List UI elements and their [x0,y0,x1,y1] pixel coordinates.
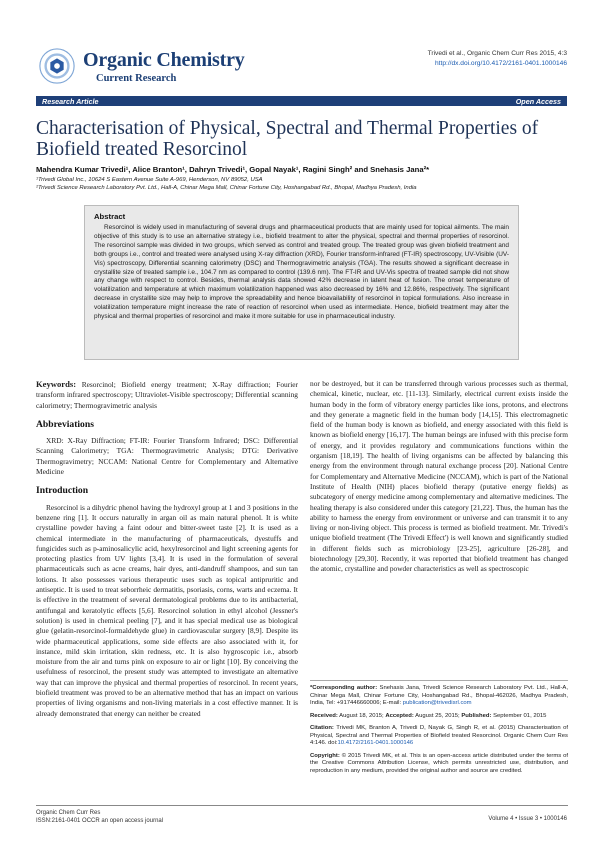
footer-issn: ISSN:2161-0401 OCCR an open access journal [36,818,164,825]
footer-divider [36,805,568,806]
keywords [36,379,298,411]
footnote-divider [310,680,568,681]
header-citation: Trivedi et al., Organic Chem Curr Res 2015, 4:3 [427,50,567,57]
article-footnotes [310,685,568,780]
copyright-label: Copyright: [310,752,340,759]
abstract-heading: Abstract [94,212,126,221]
footer-journal: Organic Chem Curr Res [36,810,101,816]
right-column-body: nor be destroyed, but it can be transferred through various processes such as thermal, chemical, kinetic, nuclear, etc. [11-13]. Similarly, electrical current exists inside the human body in the form of vibratory energy particles like ions, protons, and electrons and they generate a magnetic field in the human body [14,15]. This electromagnetic field of the human body is known as biofield, and energy associated with this field is known as biofield energy [16,17]. The human beings are infused with this precise form of energy, and it provides regulatory and communications functions within the organism [18,19]. The health of living organisms can be affected by balancing this energy from the environment through natural exchange process [20]. National Centre for Complementary and Alternative Medicine (NCCAM), which is part of the National Institute of Health (NIH) places biofield therapy (putative energy fields) as subcategory of energy medicine among complementary and alternative medicines. The healing therapy is also considered under this category [21,22]. Thus, the human has the ability to harness the energy from environment or universe and can transmit it to any living or non-living object. This process is termed as biofield treatment. Mr. Trivedi's unique biofield treatment (The Trivedi Effect') is well known and significantly studied in different fields such as microbiology [23-25], agriculture [26-28], and biotechnology [29,30]. Recently, it was reported that biofield treatment has changed the atomic, crystalline and powder characteristics as well as spectroscopic [310,379,568,574]
article-type-label: Research Article [42,97,99,106]
accepted-date: August 25, 2015; [415,712,460,719]
published-label: Published: [461,712,492,719]
copyright-text: © 2015 Trivedi MK, et al. This is an open-access article distributed under the terms of the Creative Commons Attribution License, which permits unrestricted use, distribution, and reproduction in any medium, provided the original author and source are credited. [310,752,569,774]
affiliation-2: ²Trivedi Science Research Laboratory Pvt. Ltd., Hall-A, Chinar Mega Mall, Chinar Fortune City, Hoshangabad Rd., Bhopal, Madhya Pradesh, India [36,185,417,191]
article-type-bar [36,96,567,106]
footer-left [36,809,163,826]
corresponding-text: Snehasis Jana, Trivedi Science Research Laboratory Pvt. Ltd., Hall-A, Chinar Mega Mall, Chinar Fortune City, Hoshangabad Rd., Bhopal-462026, Madhya Pradesh, India, Tel: +917446660006; E-mail: [310,685,568,706]
keywords-label: Keywords: [36,379,77,389]
footer-volume: Volume 4 • Issue 3 • 1000146 [488,816,567,822]
abstract-box [84,205,519,360]
received-date: August 18, 2015; [339,712,384,719]
citation-doi-link[interactable]: 10.4172/2161-0401.1000146 [337,740,414,746]
abstract-text: Resorcinol is widely used in manufacturing of several drugs and pharmaceutical products that are mainly used for topical ailments. The main objective of this study is to use an alternative strategy i.e., biofield treatment to alter the physical, spectral and thermal properties of resorcinol. The resorcinol sample was divided in two groups, which served as control and treated group. The treated group was given biofield treatment and both groups i.e., control and treated were analysed using X-ray diffraction (XRD), Fourier transform-infrared (FT-IR) spectroscopy, UV-Visible (UV-Vis) spectroscopy, Differential scanning calorimetry (DSC) and Thermogravimetric analysis (TGA). The results showed a significant decrease in crystallite size of treated sample i.e., 104.7 nm as compared to control (139.6 nm). The FT-IR and UV-Vis spectra of treated sample did not show any change with respect to control. Besides, thermal analysis data showed 42% decrease in latent heat of fusion. The onset temperature of volatilization and temperature at which maximum volatilization happened was also decreased by 16% and 12.86%, respectively. The significant decrease in crystallite size may help to improve the spreadability and hence bioavailability of resorcinol in topical formulations. Also increase in volatilization temperature might increase the rate of reaction of resorcinol when used as intermediate. Hence, biofield treatment may alter the physical and thermal properties of resorcinol and make it more suitable for use in pharmaceutical industry. [94,224,509,321]
introduction-heading: Introduction [36,485,89,497]
right-column [310,379,568,575]
published-date: September 01, 2015 [493,712,547,719]
received-label: Received: [310,712,338,719]
article-dates [310,713,568,721]
citation-text: Trivedi MK, Branton A, Trivedi D, Nayak G, Singh R, et al. (2015) Characterisation of Physical, Spectral and Thermal Properties of Biofield treated Resorcinol. Organic Chem Curr Res 4:146. doi: [310,725,569,746]
introduction-text: Resorcinol is a dihydric phenol having the hydroxyl group at 1 and 3 positions in the benzene ring [1]. It occurs naturally in argan oil as main natural phenol. It is white crystalline powder having a faint odour and bitter-sweet taste [2]. It is used as a chemical intermediate in the manufacturing of pharmaceuticals, dyestuffs and fungicides such as p-aminosalicylic acid, hexylresorcinol and light screening agents for protecting plastics from UV lights [3,4]. It is used in the formulation of several pharmaceuticals such as acne creams, hair dyes, anti-dandruff shampoos, and sun tan lotions. It also possesses various therapeutic uses such as topical antipruritic and antiseptic. It is used to treat seborrheic dermatitis, psoriasis, corns, warts and eczema. It is effective in the treatment of several dermatological problems due to its antibacterial, antifungal and keratolytic effects [5,6]. Resorcinol solution in ethyl alcohol (Jessner's solution) is used in chemical peeling [7], and it has special medical use as biological glue (gelatin-resorcinol-formaldehyde glue) in cardiovascular surgery [8,9]. Despite its wide pharmaceutical applications, some side effects are also associated with it, for instance, mild skin irritation, skin redness, etc. It is also hygroscopic i.e., absorb moisture from the air and turns pink on exposure to air or light [10]. By conceiving the usefulness of resorcinol, the present study was attempted to investigate an alternative way that can improve the physical and thermal properties of resorcinol. In recent years, biofield treatment was proved to be an alternative method that has an impact on various properties of living organisms and non-living materials in a cost effective manner. It is already demonstrated that energy can neither be created [36,502,298,718]
corresponding-label: *Corresponding author: [310,685,378,691]
journal-logo-icon [38,47,76,85]
article-title: Characterisation of Physical, Spectral and Thermal Properties of Biofield treated Resorcinol [36,118,539,160]
access-type-label: Open Access [515,97,561,106]
left-column [36,379,298,719]
copyright [310,753,568,776]
abbreviations-text: XRD: X-Ray Diffraction; FT-IR: Fourier Transform Infrared; DSC: Differential Scanning Calorimetry; TGA: Thermogravimetric Analysis; DTG: Derivative Thermogravimetry; NCCAM: National Centre for Complementary and Alternative Medicine [36,436,298,477]
accepted-label: Accepted: [385,712,414,719]
affiliation-1: ¹Trivedi Global Inc., 10624 S Eastern Avenue Suite A-969, Henderson, NV 89052, USA [36,177,263,183]
citation [310,725,568,748]
journal-name: Organic Chemistry [83,49,245,71]
header-doi-link[interactable]: http://dx.doi.org/10.4172/2161-0401.1000146 [435,60,567,67]
corresponding-author [310,685,568,708]
citation-label: Citation: [310,725,334,731]
abbreviations-heading: Abbreviations [36,418,94,430]
corresponding-email-link[interactable]: publication@trivedisrl.com [402,700,472,706]
author-list: Mahendra Kumar Trivedi¹, Alice Branton¹, Dahryn Trivedi¹, Gopal Nayak¹, Ragini Singh² and Snehasis Jana²* [36,165,430,174]
journal-subtitle: Current Research [96,73,177,84]
keywords-text: Resorcinol; Biofield energy treatment; X-Ray diffraction; Fourier transform infrared spectroscopy; Ultraviolet-Visible spectroscopy; Differential scanning calorimetry; Thermogravimetric analysis [36,380,298,410]
